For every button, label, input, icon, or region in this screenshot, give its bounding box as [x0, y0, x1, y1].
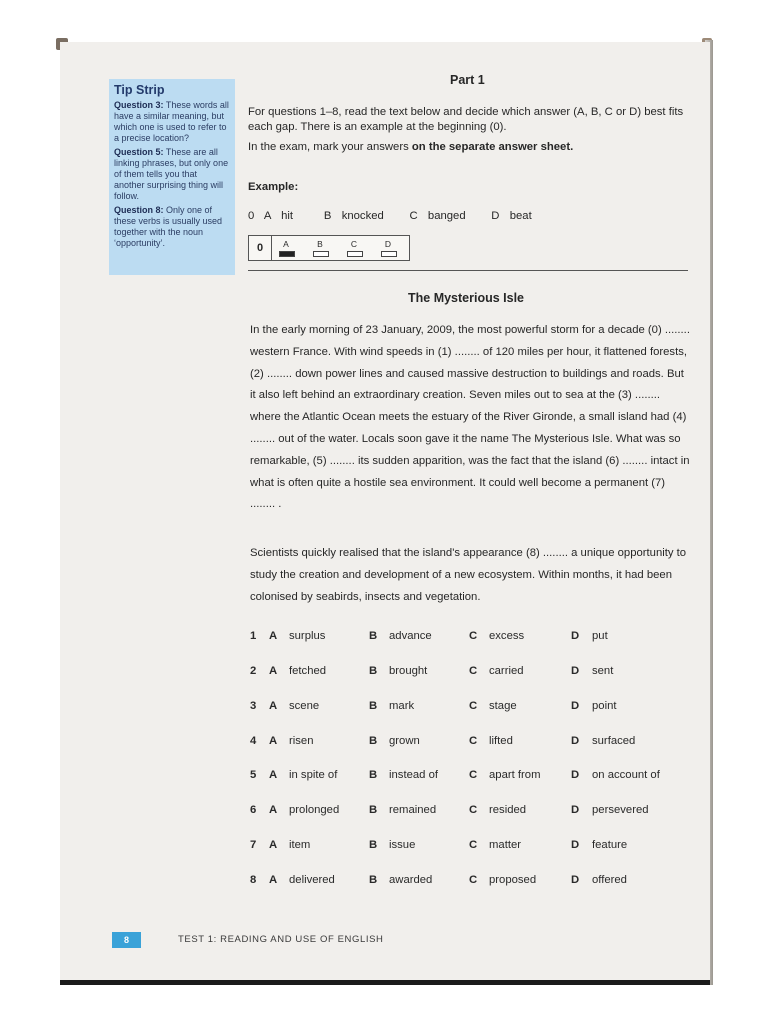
option-a: surplus: [289, 630, 326, 642]
option-letter-a: A: [269, 874, 278, 886]
tip-label: Question 5:: [114, 147, 164, 157]
tip-label: Question 8:: [114, 205, 164, 215]
option-a: scene: [289, 700, 320, 712]
article-paragraph-1: In the early morning of 23 January, 2009, the most powerful storm for a decade (0) ........ western France. With wind speeds in (1) ........ of 120 miles per hour, it flattened forests, (2) ........ down power lines and caused massive destruction to buildings and roads. But it also left behind an extraordinary creation. Seven miles out to sea at the (3) ........ where the Atlantic Ocean meets the estuary of the River Gironde, a small island had (4) ........ out of the water. Locals soon gave it the name The Mysterious Isle. What was so remarkable, (5) ........ its sudden apparition, was the fact that the island (6) ........ intact in what is often quite a hostile sea environment. It could well become a permanent (7) ........ .: [250, 324, 690, 511]
question-number: 7: [250, 839, 257, 851]
tip-strip: [109, 79, 235, 275]
option-a: in spite of: [289, 769, 338, 781]
example-answer-box: [248, 235, 410, 261]
divider: [248, 270, 688, 271]
option-d: feature: [592, 839, 628, 851]
footer-text: TEST 1: READING AND USE OF ENGLISH: [178, 934, 384, 945]
option-b: issue: [389, 839, 416, 851]
example-label: Example:: [248, 181, 299, 193]
tip-text: These words all have a similar meaning, but which one is used to refer to a precise location?: [114, 100, 229, 143]
box-bubble-c: [347, 251, 363, 257]
option-a: fetched: [289, 665, 327, 677]
question-row: [250, 874, 690, 892]
option-letter-b: B: [369, 735, 378, 747]
question-row: [250, 630, 690, 648]
option-d: persevered: [592, 804, 649, 816]
option-d: surfaced: [592, 735, 636, 747]
question-number: 8: [250, 874, 257, 886]
page-number: 8: [112, 932, 141, 948]
option-letter-b: B: [369, 665, 378, 677]
option-letter-d: D: [571, 769, 580, 781]
option-c: matter: [489, 839, 522, 851]
option-letter-a: A: [269, 665, 278, 677]
option-letter-d: D: [571, 630, 580, 642]
option-letter-b: B: [369, 700, 378, 712]
tip-item-q8: [114, 205, 230, 249]
option-c: apart from: [489, 769, 541, 781]
option-a: delivered: [289, 874, 335, 886]
question-row: [250, 735, 690, 753]
question-number: 2: [250, 665, 257, 677]
tip-text: Only one of these verbs is usually used together with the noun ‘opportunity’.: [114, 205, 223, 248]
option-letter-c: C: [469, 630, 478, 642]
option-letter-c: C: [469, 839, 478, 851]
option-d: on account of: [592, 769, 660, 781]
option-letter-a: A: [269, 630, 278, 642]
exam-instruction-text: In the exam, mark your answers: [248, 141, 412, 153]
question-number: 5: [250, 769, 257, 781]
option-c: proposed: [489, 874, 537, 886]
article-paragraph-2: Scientists quickly realised that the island's appearance (8) ........ a unique opportunity to study the creation and development of a new ecosystem. Within months, it had been colonised by seabirds, insects and vegetation.: [250, 547, 687, 603]
option-letter-d: D: [571, 804, 580, 816]
option-letter-b: B: [369, 630, 378, 642]
option-letter-d: D: [571, 874, 580, 886]
background-band: [0, 985, 768, 1024]
option-c: lifted: [489, 735, 513, 747]
option-a: item: [289, 839, 311, 851]
option-b: brought: [389, 665, 428, 677]
question-row: [250, 769, 690, 787]
box-option-c: C: [350, 239, 358, 249]
question-row: [250, 665, 690, 683]
tip-item-q5: [114, 147, 230, 202]
option-a: risen: [289, 735, 314, 747]
option-letter-c: C: [469, 804, 478, 816]
tip-item-q3: [114, 100, 230, 144]
option-d: offered: [592, 874, 627, 886]
page-bottom-edge: [60, 980, 710, 985]
option-letter-b: B: [369, 839, 378, 851]
question-row: [250, 700, 690, 718]
option-letter-c: C: [469, 769, 478, 781]
option-b: mark: [389, 700, 415, 712]
box-option-d: D: [384, 239, 392, 249]
box-option-b: B: [317, 239, 323, 249]
option-letter-b: B: [369, 804, 378, 816]
option-letter-a: A: [269, 839, 278, 851]
question-row: [250, 839, 690, 857]
question-number: 6: [250, 804, 257, 816]
option-d: point: [592, 700, 617, 712]
option-letter-c: C: [469, 874, 478, 886]
tip-label: Question 3:: [114, 100, 164, 110]
tip-strip-title: Tip Strip: [114, 83, 165, 97]
option-letter-a: A: [269, 804, 278, 816]
option-letter-b: B: [369, 769, 378, 781]
option-letter-a: A: [269, 769, 278, 781]
article-title: The Mysterious Isle: [408, 291, 525, 305]
option-b: remained: [389, 804, 437, 816]
question-row: [250, 804, 690, 822]
exam-instruction-bold: on the separate answer sheet.: [411, 141, 574, 153]
option-letter-d: D: [571, 700, 580, 712]
option-b: grown: [389, 735, 420, 747]
option-c: carried: [489, 665, 524, 677]
option-c: stage: [489, 700, 517, 712]
option-letter-c: C: [469, 700, 478, 712]
option-letter-d: D: [571, 735, 580, 747]
option-b: awarded: [389, 874, 433, 886]
option-letter-a: A: [269, 735, 278, 747]
option-letter-b: B: [369, 874, 378, 886]
box-option-a: A: [283, 239, 289, 249]
option-b: instead of: [389, 769, 438, 781]
option-c: excess: [489, 630, 525, 642]
box-bubble-a-filled: [279, 251, 295, 257]
option-letter-a: A: [269, 700, 278, 712]
option-letter-c: C: [469, 735, 478, 747]
example-options: 0 A hit B knocked C banged D beat: [248, 210, 532, 222]
question-number: 1: [250, 630, 257, 642]
tip-text: These are all linking phrases, but only one of them tells you that another surprising thing will follow.: [114, 147, 229, 201]
option-d: sent: [592, 665, 614, 677]
option-a: prolonged: [289, 804, 340, 816]
box-bubble-d: [381, 251, 397, 257]
example-box-number: 0: [249, 236, 272, 260]
question-number: 3: [250, 700, 257, 712]
option-b: advance: [389, 630, 432, 642]
instructions: For questions 1–8, read the text below and decide which answer (A, B, C or D) best fits each gap. There is an example at the beginning (0).: [248, 106, 684, 133]
option-letter-c: C: [469, 665, 478, 677]
book-page: [60, 42, 710, 982]
option-letter-d: D: [571, 665, 580, 677]
box-bubble-b: [313, 251, 329, 257]
exam-instruction: [248, 141, 573, 153]
option-letter-d: D: [571, 839, 580, 851]
question-number: 4: [250, 735, 257, 747]
option-d: put: [592, 630, 608, 642]
part-title: Part 1: [450, 73, 485, 87]
option-c: resided: [489, 804, 527, 816]
